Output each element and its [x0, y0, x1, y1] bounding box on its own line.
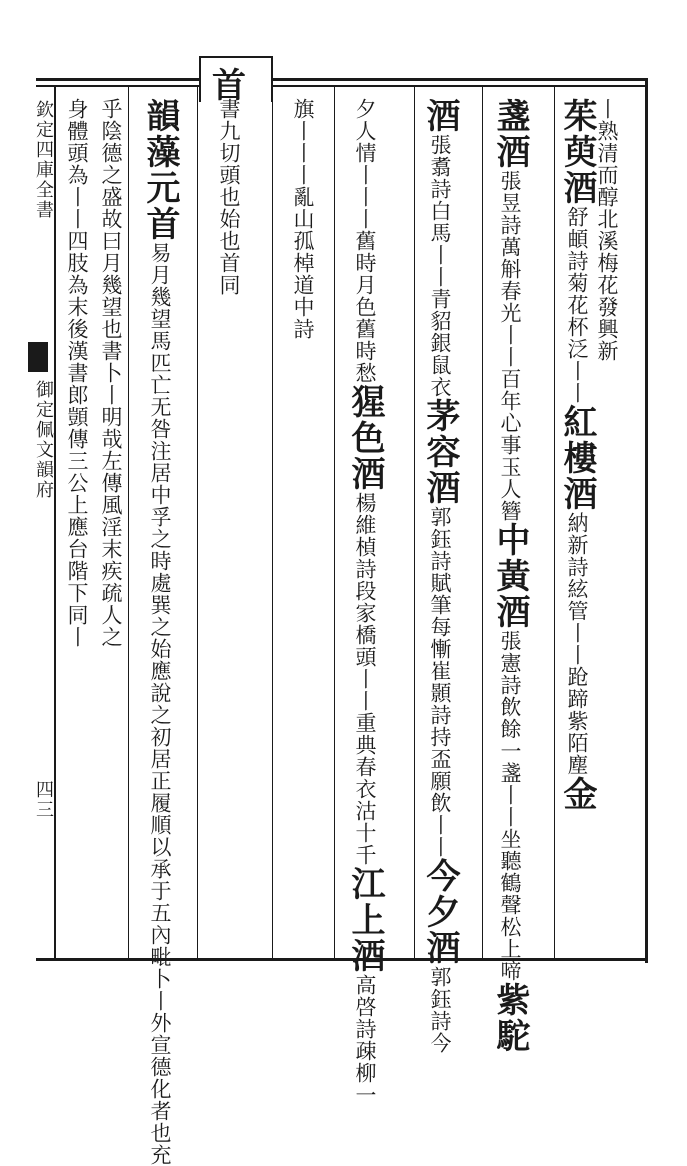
text-column-4 — [420, 98, 460, 1054]
segment: 舒頔詩菊花杯泛丨丨 — [565, 206, 589, 404]
frame-right — [645, 78, 648, 963]
col-divider — [414, 87, 415, 958]
segment: 乎陰德之盛故曰月幾望也書卜丨明哉左傳風淫末疾疏人之 — [99, 98, 123, 648]
segment: 張憲詩飲餘一盞丨丨坐聽鶴聲松上啼 — [498, 630, 522, 982]
frame-top-right — [268, 78, 648, 81]
segment: 夕人情丨丨丨舊時月色舊時愁 — [353, 98, 377, 384]
frame-top-left — [36, 78, 201, 81]
segment: 旗丨丨丨亂山孤棹道中詩 — [291, 98, 315, 340]
heading: 盞酒 — [490, 98, 530, 170]
col-divider — [482, 87, 483, 958]
text-column-7 — [214, 98, 244, 296]
margin-title: 欽定四庫全書 — [33, 100, 54, 220]
heading: 紅樓酒 — [557, 404, 597, 512]
margin-book-title: 御定佩文韻府 — [33, 380, 54, 500]
heading: 中黃酒 — [490, 522, 530, 630]
frame-bottom — [36, 958, 648, 961]
heading: 茱萸酒 — [557, 98, 597, 206]
heading: 茅容酒 — [420, 398, 460, 506]
segment: 郭鈺詩今 — [428, 966, 452, 1054]
heading: 金 — [557, 776, 597, 812]
text-column-8 — [140, 98, 180, 1166]
text-column-9 — [96, 98, 126, 648]
col-divider — [128, 87, 129, 958]
segment: 張翥詩白馬丨丨青貂銀鼠衣 — [428, 134, 452, 398]
header-char: 首 — [212, 66, 246, 106]
text-column-2 — [557, 98, 597, 812]
col-divider — [554, 87, 555, 958]
heading: 猩色酒 — [345, 384, 385, 492]
segment: 高啓詩疎柳一 — [353, 974, 377, 1106]
margin-black-mark — [28, 342, 48, 372]
heading: 紫駝 — [490, 982, 530, 1054]
segment: 楊維楨詩段家橋頭丨丨重典春衣沽十千 — [353, 492, 377, 866]
text-column-6 — [288, 98, 318, 340]
heading: 江上酒 — [345, 866, 385, 974]
col-divider — [197, 87, 198, 958]
text-column-5 — [345, 98, 385, 1106]
segment: 納新詩絃管丨丨跄蹄紫陌塵 — [565, 512, 589, 776]
col-divider — [272, 87, 273, 958]
segment: 張昱詩萬斛春光丨丨百年心事玉人簪 — [498, 170, 522, 522]
segment: 書九切頭也始也首同 — [217, 98, 241, 296]
heading: 酒 — [420, 98, 460, 134]
col-divider — [334, 87, 335, 958]
text-column-10 — [62, 98, 92, 648]
heading: 今夕酒 — [420, 858, 460, 966]
text-column-3 — [490, 98, 530, 1054]
segment: 身體頭為丨丨四肢為末後漢書郎顗傳三公上應台階下同丨 — [65, 98, 89, 648]
segment: 郭鈺詩賦筆每慚崔顥詩持盃願飲丨丨 — [428, 506, 452, 858]
heading: 韻藻元首 — [140, 98, 180, 242]
segment: 易月幾望馬匹亡无咎注居中孚之時處巽之始應說之初居正履順以承于五內毗卜丨外宣德化者也充 — [148, 242, 172, 1166]
segment: 丨熟清而醇北溪梅花發興新 — [595, 98, 619, 362]
margin-page-number: 四三 — [33, 780, 54, 820]
